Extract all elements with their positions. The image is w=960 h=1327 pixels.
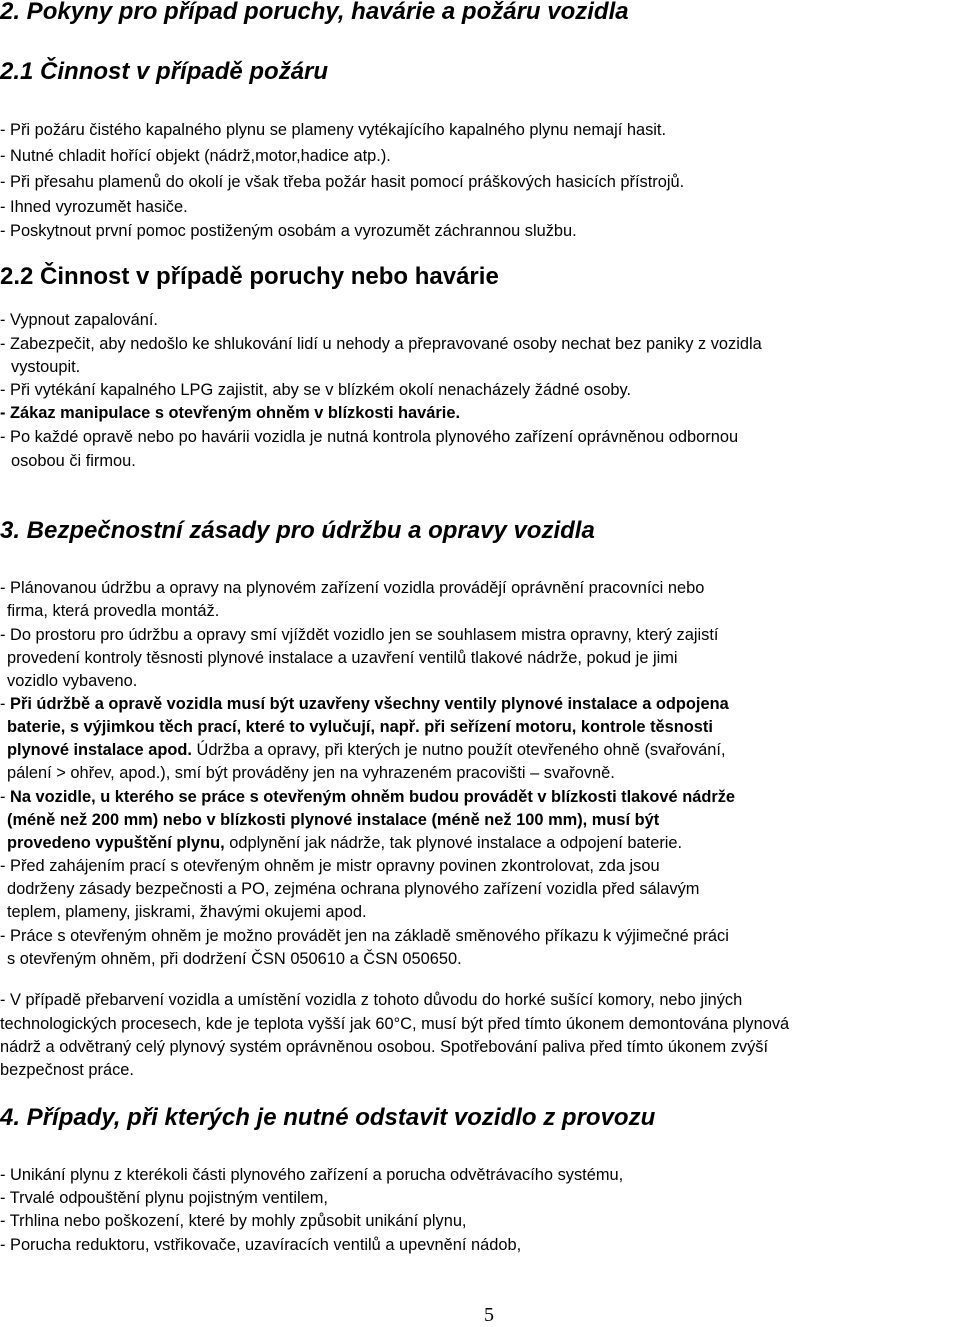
text-run: Údržba a opravy, při kterých je nutno použít otevřeného ohně (svařování, (191, 741, 726, 759)
text-run-bold: při seřízení motoru, kontrole těsnosti (424, 718, 713, 736)
list-item: - Porucha reduktoru, vstřikovače, uzavíracích ventilů a upevnění nádob, (0, 1236, 522, 1254)
paragraph-line: - V případě přebarvení vozidla a umístění vozidla z tohoto důvodu do horké sušící komory, nebo jiných (0, 991, 743, 1009)
list-item: - Nutné chladit hořící objekt (nádrž,motor,hadice atp.). (0, 147, 391, 165)
section-4-title: 4. Případy, při kterých je nutné odstavit vozidlo z provozu (0, 1104, 656, 1131)
paragraph-line: - Plánovanou údržbu a opravy na plynovém zařízení vozidla provádějí oprávnění pracovníci nebo (0, 579, 705, 597)
paragraph-line (0, 786, 735, 808)
paragraph-line: vozidlo vybaveno. (7, 672, 138, 690)
text-run-bold: baterie, s výjimkou těch prací, které to vylučují, např. (7, 718, 420, 736)
paragraph-line: teplem, plameny, jiskrami, žhavými okujemi apod. (7, 903, 367, 921)
page-number: 5 (484, 1304, 494, 1326)
list-item: - Trvalé odpouštění plynu pojistným ventilem, (0, 1189, 328, 1207)
paragraph-line (0, 693, 729, 715)
text-run-bold: Na vozidle, u kterého se práce s otevřeným ohněm budou provádět v blízkosti tlakové nádrže (10, 788, 736, 806)
list-item: - Ihned vyrozumět hasiče. (0, 198, 188, 216)
section-2-title: 2. Pokyny pro případ poruchy, havárie a požáru vozidla (0, 0, 629, 25)
paragraph-line: s otevřeným ohněm, při dodržení ČSN 050610 a ČSN 050650. (7, 950, 462, 968)
list-item: - Při požáru čistého kapalného plynu se plameny vytékajícího kapalného plynu nemají hasit. (0, 121, 667, 139)
text-run-bold: plynové instalace apod. (7, 741, 192, 759)
paragraph-line: provedení kontroly těsnosti plynové instalace a uzavření ventilů tlakové nádrže, pokud je jimi (7, 649, 678, 667)
list-item-continuation: osobou či firmou. (11, 452, 136, 470)
paragraph-line: (méně než 200 mm) nebo v blízkosti plynové instalace (méně než 100 mm), musí být (7, 811, 660, 829)
list-item-continuation: vystoupit. (11, 358, 81, 376)
text-run: odplynění jak nádrže, tak plynové instalace a odpojení baterie. (224, 834, 683, 852)
text-run: - (0, 695, 11, 713)
list-item: - Po každé opravě nebo po havárii vozidla je nutná kontrola plynového zařízení oprávněnou odbornou (0, 428, 739, 446)
paragraph-line (0, 739, 726, 761)
list-item: - Trhlina nebo poškození, které by mohly způsobit unikání plynu, (0, 1212, 467, 1230)
paragraph-line (0, 716, 713, 738)
text-run-bold: provedeno vypuštění plynu, (7, 834, 225, 852)
paragraph-line: nádrž a odvětraný celý plynový systém oprávněnou osobou. Spotřebování paliva před tímto úkonem zvýší (0, 1038, 769, 1056)
text-run-bold: Při údržbě a opravě vozidla musí být uzavřeny všechny ventily plynové instalace a odpojena (10, 695, 729, 713)
paragraph-line: dodrženy zásady bezpečnosti a PO, zejména ochrana plynového zařízení vozidla před sálavým (7, 880, 700, 898)
paragraph-line: technologických procesech, kde je teplota vyšší jak 60°C, musí být před tímto úkonem demontována plynová (0, 1015, 790, 1033)
list-item: - Zabezpečit, aby nedošlo ke shlukování lidí u nehody a přepravované osoby nechat bez paniky z vozidla (0, 335, 762, 353)
text-run: - (0, 788, 11, 806)
paragraph-line: firma, která provedla montáž. (7, 602, 220, 620)
section-2-1-title: 2.1 Činnost v případě požáru (0, 58, 329, 85)
paragraph-line: pálení > ohřev, apod.), smí být prováděny jen na vyhrazeném pracovišti – svařovně. (7, 764, 615, 782)
list-item-warning: - Zákaz manipulace s otevřeným ohněm v blízkosti havárie. (0, 404, 461, 422)
paragraph-line: - Práce s otevřeným ohněm je možno provádět jen na základě směnového příkazu k výjimečné práci (0, 927, 729, 945)
paragraph-line: - Před zahájením prací s otevřeným ohněm je mistr opravny povinen zkontrolovat, zda jsou (0, 857, 660, 875)
paragraph-line: - Do prostoru pro údržbu a opravy smí vjíždět vozidlo jen se souhlasem mistra opravny, který zajistí (0, 626, 719, 644)
section-3-title: 3. Bezpečnostní zásady pro údržbu a opravy vozidla (0, 517, 595, 544)
list-item: - Vypnout zapalování. (0, 311, 158, 329)
paragraph-line: bezpečnost práce. (0, 1061, 134, 1079)
paragraph-line (0, 832, 682, 854)
list-item: - Při vytékání kapalného LPG zajistit, aby se v blízkém okolí nenacházely žádné osoby. (0, 381, 632, 399)
list-item: - Unikání plynu z kterékoli části plynového zařízení a porucha odvětrávacího systému, (0, 1166, 624, 1184)
section-2-2-title: 2.2 Činnost v případě poruchy nebo havárie (0, 263, 499, 290)
list-item: - Při přesahu plamenů do okolí je však třeba požár hasit pomocí práškových hasicích přístrojů. (0, 173, 685, 191)
list-item: - Poskytnout první pomoc postiženým osobám a vyrozumět záchrannou službu. (0, 222, 577, 240)
